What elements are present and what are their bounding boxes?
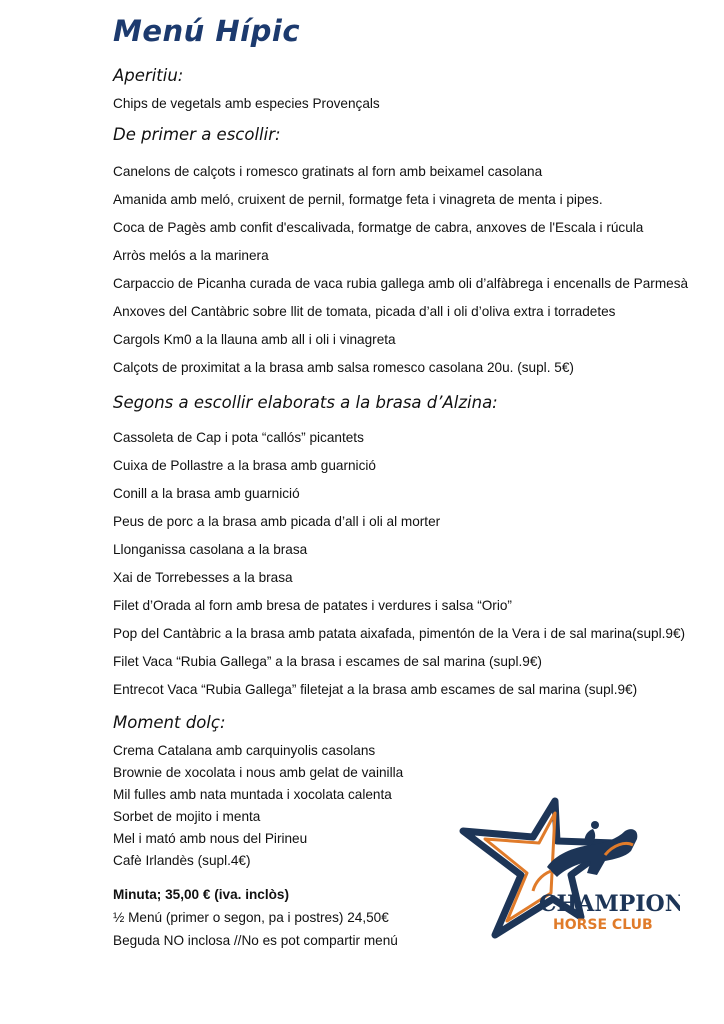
- menu-item: Cafè Irlandès (supl.4€): [113, 853, 251, 868]
- menu-price: Minuta; 35,00 € (iva. inclòs): [113, 887, 290, 902]
- section-heading-primers: De primer a escollir:: [113, 125, 281, 144]
- menu-item: Peus de porc a la brasa amb picada d’all i oli al morter: [113, 514, 441, 529]
- logo-text-horse-club: HORSE CLUB: [553, 917, 653, 933]
- menu-item: Llonganissa casolana a la brasa: [113, 542, 308, 557]
- half-menu-price: ½ Menú (primer o segon, pa i postres) 24,50€: [113, 910, 389, 925]
- menu-item: Chips de vegetals amb especies Provençals: [113, 96, 380, 111]
- menu-item: Amanida amb meló, cruixent de pernil, formatge feta i vinagreta de menta i pipes.: [113, 192, 603, 207]
- menu-item: Coca de Pagès amb confit d'escalivada, formatge de cabra, anxoves de l'Escala i rúcula: [113, 220, 644, 235]
- section-heading-postres: Moment dolç:: [113, 713, 226, 732]
- section-heading-aperitiu: Aperitiu:: [113, 66, 184, 85]
- star-horse-icon: [455, 795, 680, 945]
- menu-item: Mil fulles amb nata muntada i xocolata calenta: [113, 787, 392, 802]
- menu-item: Pop del Cantàbric a la brasa amb patata aixafada, pimentón de la Vera i de sal marina(supl.9€): [113, 626, 686, 641]
- menu-item: Cuixa de Pollastre a la brasa amb guarnició: [113, 458, 376, 473]
- menu-item: Sorbet de mojito i menta: [113, 809, 261, 824]
- drinks-note: Beguda NO inclosa //No es pot compartir menú: [113, 933, 398, 948]
- menu-item: Mel i mató amb nous del Pirineu: [113, 831, 308, 846]
- menu-item: Entrecot Vaca “Rubia Gallega” filetejat a la brasa amb escames de sal marina (supl.9€): [113, 682, 638, 697]
- menu-item: Calçots de proximitat a la brasa amb salsa romesco casolana 20u. (supl. 5€): [113, 360, 574, 375]
- menu-item: Canelons de calçots i romesco gratinats al forn amb beixamel casolana: [113, 164, 543, 179]
- logo-text-champion: CHAMPION: [539, 891, 680, 917]
- menu-item: Anxoves del Cantàbric sobre llit de tomata, picada d’all i oli d’oliva extra i torradetes: [113, 304, 616, 319]
- menu-item: Conill a la brasa amb guarnició: [113, 486, 300, 501]
- champion-horse-club-logo: [455, 795, 680, 945]
- menu-item: Crema Catalana amb carquinyolis casolans: [113, 743, 376, 758]
- menu-item: Filet d’Orada al forn amb bresa de patates i verdures i salsa “Orio”: [113, 598, 512, 613]
- menu-item: Cassoleta de Cap i pota “callós” picantets: [113, 430, 364, 445]
- section-heading-segons: Segons a escollir elaborats a la brasa d’Alzina:: [113, 393, 498, 412]
- menu-item: Carpaccio de Picanha curada de vaca rubia gallega amb oli d’alfàbrega i encenalls de Parmesà: [113, 276, 689, 291]
- menu-item: Filet Vaca “Rubia Gallega” a la brasa i escames de sal marina (supl.9€): [113, 654, 542, 669]
- menu-item: Cargols Km0 a la llauna amb all i oli i vinagreta: [113, 332, 396, 347]
- menu-item: Brownie de xocolata i nous amb gelat de vainilla: [113, 765, 404, 780]
- page-title: Menú Hípic: [113, 14, 301, 48]
- menu-item: Xai de Torrebesses a la brasa: [113, 570, 293, 585]
- menu-item: Arròs melós a la marinera: [113, 248, 269, 263]
